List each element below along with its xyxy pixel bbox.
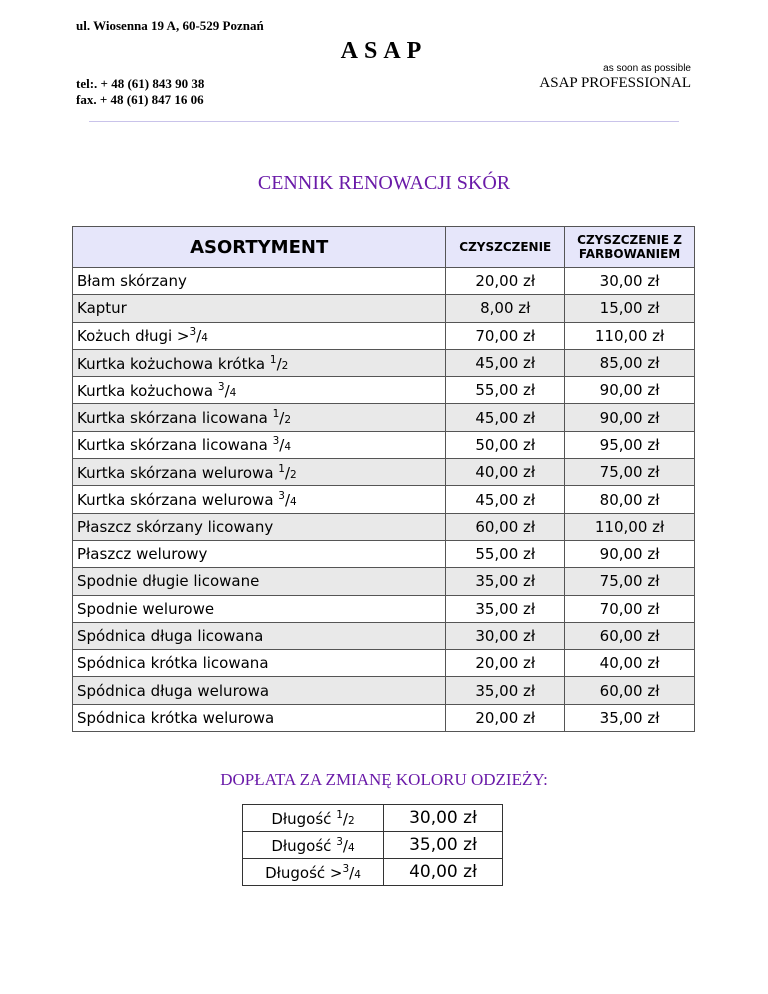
surcharge-price: 30,00 zł bbox=[384, 805, 503, 832]
cleaning-price: 40,00 zł bbox=[446, 459, 565, 486]
item-name-cell: Kurtka kożuchowa krótka $^1$/2 bbox=[73, 349, 446, 376]
cleaning-price: 20,00 zł bbox=[446, 704, 565, 731]
cleaning-price: 60,00 zł bbox=[446, 513, 565, 540]
surcharge-price: 35,00 zł bbox=[384, 832, 503, 859]
cleaning-dyeing-price: 60,00 zł bbox=[565, 677, 695, 704]
col-header-cleaning-dyeing-line2: FARBOWANIEM bbox=[578, 247, 681, 261]
item-name-cell: Kurtka kożuchowa $^3$/4 bbox=[73, 377, 446, 404]
item-name-cell bbox=[73, 622, 446, 649]
length-label: Długość > bbox=[265, 863, 343, 882]
cleaning-price: 20,00 zł bbox=[446, 650, 565, 677]
company-name: ASAP PROFESSIONAL bbox=[539, 75, 691, 91]
item-name-cell bbox=[73, 295, 446, 322]
item-name-cell: Kurtka skórzana licowana $^3$/4 bbox=[73, 431, 446, 458]
fraction-denominator: 4 bbox=[290, 496, 297, 509]
item-name-cell bbox=[73, 540, 446, 567]
price-table bbox=[72, 226, 695, 732]
item-name-cell bbox=[73, 704, 446, 731]
item-name: Spódnica krótka welurowa bbox=[77, 708, 275, 727]
table-row bbox=[73, 595, 695, 622]
cleaning-price: 8,00 zł bbox=[446, 295, 565, 322]
item-name-cell bbox=[73, 595, 446, 622]
cleaning-price: 30,00 zł bbox=[446, 622, 565, 649]
fraction-denominator: 4 bbox=[201, 332, 208, 345]
item-name: Kurtka skórzana welurowa bbox=[77, 491, 279, 510]
cleaning-price: 70,00 zł bbox=[446, 322, 565, 349]
surcharge-price: 40,00 zł bbox=[384, 859, 503, 886]
length-label-cell: Długość $^1$/2 bbox=[243, 805, 384, 832]
cleaning-dyeing-price: 90,00 zł bbox=[565, 540, 695, 567]
item-name: Spódnica krótka licowana bbox=[77, 654, 269, 673]
surcharge-row bbox=[243, 859, 503, 886]
fraction-denominator: 4 bbox=[347, 841, 355, 854]
item-name-cell bbox=[73, 268, 446, 295]
header-divider bbox=[89, 121, 679, 122]
item-name: Spodnie welurowe bbox=[77, 599, 215, 618]
fraction-numerator: 1 bbox=[278, 462, 285, 475]
item-name: Kurtka kożuchowa krótka bbox=[77, 354, 270, 373]
item-name: Spódnica długa welurowa bbox=[77, 681, 270, 700]
table-row bbox=[73, 322, 695, 349]
cleaning-dyeing-price: 95,00 zł bbox=[565, 431, 695, 458]
length-label-cell: Długość $^3$/4 bbox=[243, 832, 384, 859]
item-name-cell: Kurtka skórzana welurowa $^1$/2 bbox=[73, 459, 446, 486]
fraction-numerator: 3 bbox=[189, 326, 197, 339]
phone-number: tel:. + 48 (61) 843 90 38 bbox=[76, 76, 205, 91]
price-table-body bbox=[73, 268, 695, 732]
cleaning-dyeing-price: 60,00 zł bbox=[565, 622, 695, 649]
table-row bbox=[73, 295, 695, 322]
table-row bbox=[73, 513, 695, 540]
item-name: Płaszcz skórzany licowany bbox=[77, 517, 274, 536]
item-name-cell bbox=[73, 513, 446, 540]
cleaning-dyeing-price: 90,00 zł bbox=[565, 404, 695, 431]
table-row bbox=[73, 268, 695, 295]
cleaning-price: 50,00 zł bbox=[446, 431, 565, 458]
table-row bbox=[73, 704, 695, 731]
fraction-denominator: 2 bbox=[281, 359, 289, 372]
table-row bbox=[73, 404, 695, 431]
col-header-cleaning-dyeing bbox=[565, 227, 695, 268]
table-row bbox=[73, 540, 695, 567]
item-name: Kurtka skórzana licowana bbox=[77, 409, 273, 428]
fax-number: fax. + 48 (61) 847 16 06 bbox=[76, 92, 204, 107]
cleaning-price: 35,00 zł bbox=[446, 677, 565, 704]
cleaning-dyeing-price: 80,00 zł bbox=[565, 486, 695, 513]
cleaning-dyeing-price: 40,00 zł bbox=[565, 650, 695, 677]
item-name: Kurtka skórzana licowana bbox=[77, 436, 273, 455]
cleaning-dyeing-price: 35,00 zł bbox=[565, 704, 695, 731]
surcharge-row bbox=[243, 805, 503, 832]
table-row bbox=[73, 568, 695, 595]
table-row bbox=[73, 486, 695, 513]
cleaning-dyeing-price: 75,00 zł bbox=[565, 568, 695, 595]
table-row bbox=[73, 650, 695, 677]
surcharge-table-body bbox=[243, 805, 503, 886]
cleaning-dyeing-price: 75,00 zł bbox=[565, 459, 695, 486]
cleaning-price: 20,00 zł bbox=[446, 268, 565, 295]
price-table-header bbox=[73, 227, 695, 268]
table-row bbox=[73, 377, 695, 404]
cleaning-price: 35,00 zł bbox=[446, 595, 565, 622]
item-name: Płaszcz welurowy bbox=[77, 545, 208, 564]
fraction-denominator: 2 bbox=[347, 814, 355, 827]
fraction-numerator: 3 bbox=[278, 490, 285, 503]
item-name: Spodnie długie licowane bbox=[77, 572, 260, 591]
item-name-cell bbox=[73, 568, 446, 595]
fraction-denominator: 4 bbox=[354, 868, 361, 881]
item-name-cell: Kurtka skórzana welurowa $^3$/4 bbox=[73, 486, 446, 513]
fraction-numerator: 3 bbox=[336, 835, 343, 848]
cleaning-price: 45,00 zł bbox=[446, 486, 565, 513]
fraction-denominator: 2 bbox=[290, 468, 297, 481]
cleaning-price: 45,00 zł bbox=[446, 404, 565, 431]
cleaning-dyeing-price: 70,00 zł bbox=[565, 595, 695, 622]
fraction-numerator: 3 bbox=[217, 380, 225, 393]
fraction-numerator: 3 bbox=[342, 862, 350, 875]
table-row bbox=[73, 622, 695, 649]
page-title: CENNIK RENOWACJI SKÓR bbox=[257, 172, 511, 194]
item-name: Kurtka kożuchowa bbox=[77, 381, 218, 400]
item-name-cell bbox=[73, 650, 446, 677]
fraction-numerator: 1 bbox=[336, 808, 343, 821]
fraction-denominator: 4 bbox=[229, 386, 237, 399]
length-label-cell: Długość >$^3$/4 bbox=[243, 859, 384, 886]
cleaning-price: 55,00 zł bbox=[446, 540, 565, 567]
brand-logo-text: ASAP bbox=[340, 38, 428, 64]
surcharge-table bbox=[242, 804, 503, 886]
address-line: ul. Wiosenna 19 A, 60-529 Poznań bbox=[76, 18, 264, 33]
item-name-cell bbox=[73, 677, 446, 704]
surcharge-row bbox=[243, 832, 503, 859]
col-header-assortment: ASORTYMENT bbox=[73, 227, 446, 268]
table-row bbox=[73, 431, 695, 458]
item-name-cell: Kurtka skórzana licowana $^1$/2 bbox=[73, 404, 446, 431]
surcharge-title: DOPŁATA ZA ZMIANĘ KOLORU ODZIEŻY: bbox=[220, 770, 548, 789]
item-name-cell: Kożuch długi >$^3$/4 bbox=[73, 322, 446, 349]
fraction-numerator: 1 bbox=[272, 408, 280, 421]
fraction-denominator: 2 bbox=[284, 414, 291, 427]
tagline: as soon as possible bbox=[603, 63, 691, 74]
fraction-numerator: 1 bbox=[269, 353, 277, 366]
cleaning-price: 55,00 zł bbox=[446, 377, 565, 404]
cleaning-dyeing-price: 15,00 zł bbox=[565, 295, 695, 322]
length-label: Długość bbox=[271, 836, 337, 855]
item-name: Kożuch długi > bbox=[77, 327, 190, 346]
item-name: Kaptur bbox=[77, 299, 127, 318]
cleaning-dyeing-price: 110,00 zł bbox=[565, 513, 695, 540]
cleaning-dyeing-price: 85,00 zł bbox=[565, 349, 695, 376]
col-header-cleaning-dyeing-line1: CZYSZCZENIE Z bbox=[577, 233, 682, 247]
item-name: Spódnica długa licowana bbox=[77, 627, 264, 645]
fraction-denominator: 4 bbox=[284, 441, 291, 454]
length-label: Długość bbox=[271, 809, 337, 828]
cleaning-dyeing-price: 90,00 zł bbox=[565, 377, 695, 404]
cleaning-price: 35,00 zł bbox=[446, 568, 565, 595]
fraction-numerator: 3 bbox=[272, 435, 280, 448]
table-row bbox=[73, 349, 695, 376]
cleaning-dyeing-price: 110,00 zł bbox=[565, 322, 695, 349]
table-row bbox=[73, 459, 695, 486]
cleaning-price: 45,00 zł bbox=[446, 349, 565, 376]
cleaning-dyeing-price: 30,00 zł bbox=[565, 268, 695, 295]
table-row bbox=[73, 677, 695, 704]
item-name: Błam skórzany bbox=[77, 272, 187, 291]
item-name: Kurtka skórzana welurowa bbox=[77, 463, 279, 482]
col-header-cleaning: CZYSZCZENIE bbox=[446, 227, 565, 268]
